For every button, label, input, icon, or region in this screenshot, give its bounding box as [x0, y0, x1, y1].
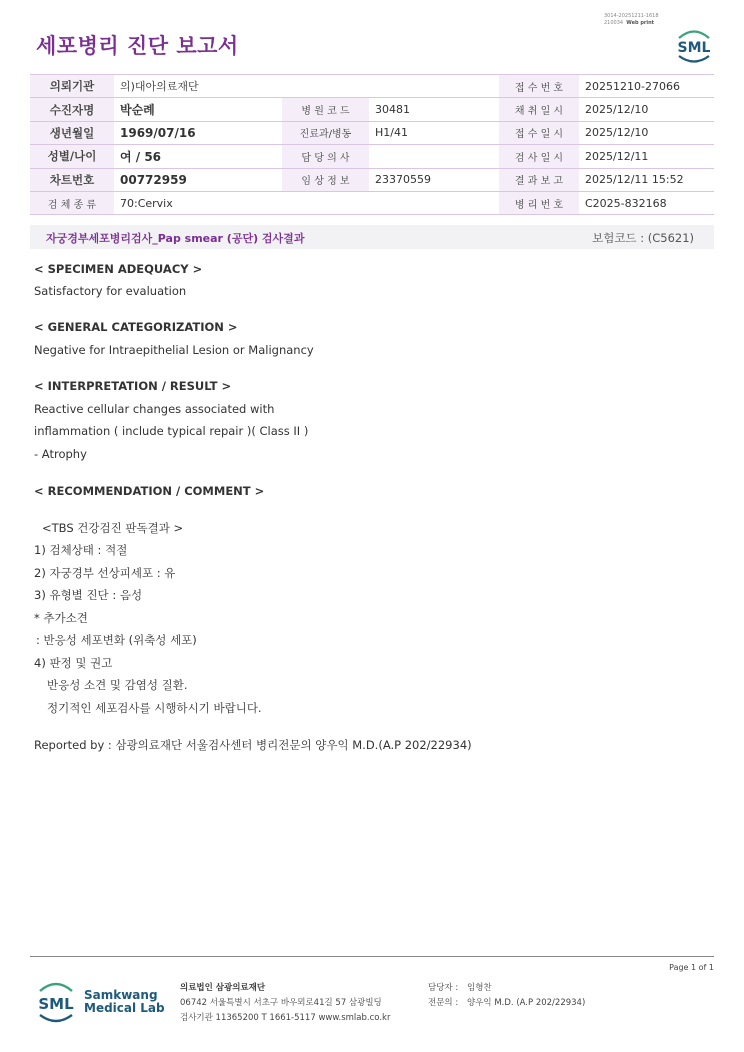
manager-label: 담당자 : [428, 983, 459, 993]
value-physician [369, 145, 499, 168]
body-line: - Atrophy [34, 447, 87, 461]
value-requesting-org: 의)대아의료재단 [120, 80, 199, 94]
label-pathology-no: 병 리 번 호 [499, 191, 579, 214]
table-row [30, 168, 714, 191]
label-clinical-info: 임 상 정 보 [282, 168, 369, 191]
table-row [30, 145, 714, 168]
body-line: Negative for Intraepithelial Lesion or Malignancy [34, 343, 314, 357]
table-row [30, 121, 714, 144]
brand-name: Samkwang Medical Lab [84, 988, 165, 1015]
footer-divider [30, 956, 714, 957]
page-number: Page 1 of 1 [669, 963, 714, 972]
value-test-date: 2025/12/11 [585, 149, 649, 163]
label-physician: 담 당 의 사 [282, 145, 369, 168]
label-hospital-code: 병 원 코 드 [282, 98, 369, 121]
print-code: 3014-20251211-1618 210034 Web print [604, 13, 659, 26]
body-line: 3) 유형별 진단 : 음성 [34, 588, 143, 602]
org-name: 의료법인 삼광의료재단 [180, 983, 266, 993]
sml-logo-icon [673, 27, 715, 65]
section-heading-recommendation: < RECOMMENDATION / COMMENT > [34, 484, 265, 498]
insurance-code: 보험코드 : (C5621) [592, 231, 694, 245]
test-name-banner [30, 225, 714, 249]
patient-info-table [30, 74, 714, 215]
org-contact: 검사기관 11365200 T 1661-5117 www.smlab.co.kr [180, 1013, 391, 1023]
body-line: <TBS 건강검진 판독결과 > [42, 521, 184, 535]
label-requesting-org: 의뢰기관 [30, 75, 114, 98]
page-title: 세포병리 진단 보고서 [36, 34, 239, 58]
label-accession-no: 접 수 번 호 [499, 75, 579, 98]
body-line: : 반응성 세포변화 (위축성 세포) [36, 633, 197, 647]
body-line: inflammation ( include typical repair )( Class II ) [34, 424, 309, 438]
label-collection-date: 채 취 일 시 [499, 98, 579, 121]
value-department: H1/41 [375, 126, 408, 140]
body-line: 반응성 소견 및 감염성 질환. [47, 678, 188, 692]
label-birth-date: 생년월일 [30, 121, 114, 144]
manager-name: 임형찬 [467, 983, 492, 993]
label-specimen-type: 검 체 종 류 [30, 191, 114, 214]
body-line: 정기적인 세포검사를 시행하시기 바랍니다. [47, 701, 262, 715]
specialist-name: 양우익 M.D. (A.P 202/22934) [467, 998, 586, 1008]
value-received-date: 2025/12/10 [585, 126, 649, 140]
table-row [30, 75, 714, 98]
value-hospital-code: 30481 [375, 103, 410, 117]
value-chart-no: 00772959 [120, 172, 187, 187]
org-address: 06742 서울특별시 서초구 바우뫼로41길 57 삼광빌딩 [180, 998, 382, 1008]
value-birth-date: 1969/07/16 [120, 125, 196, 140]
section-heading-specimen-adequacy: < SPECIMEN ADEQUACY > [34, 262, 203, 276]
value-patient-name: 박순례 [120, 103, 155, 118]
body-line: * 추가소견 [34, 611, 88, 625]
label-received-date: 접 수 일 시 [499, 121, 579, 144]
body-line: 2) 자궁경부 선상피세포 : 유 [34, 566, 176, 580]
body-line: Satisfactory for evaluation [34, 284, 187, 298]
label-chart-no: 차트번호 [30, 168, 114, 191]
label-report-date: 결 과 보 고 [499, 168, 579, 191]
body-line: 4) 판정 및 권고 [34, 656, 113, 670]
value-clinical-info: 23370559 [375, 173, 431, 187]
reported-by: Reported by : 삼광의료재단 서울검사센터 병리전문의 양우익 M.D.(A.P 202/22934) [34, 738, 472, 752]
label-test-date: 검 사 일 시 [499, 145, 579, 168]
body-line: Reactive cellular changes associated with [34, 402, 275, 416]
value-specimen-type: 70:Cervix [120, 196, 173, 210]
table-row [30, 191, 714, 214]
label-sex-age: 성별/나이 [30, 145, 114, 168]
value-collection-date: 2025/12/10 [585, 103, 649, 117]
table-row [30, 98, 714, 121]
logo-text: SML [38, 995, 74, 1013]
label-patient-name: 수진자명 [30, 98, 114, 121]
value-report-date: 2025/12/11 15:52 [585, 173, 684, 187]
label-department: 진료과/병동 [282, 121, 369, 144]
value-sex-age: 여 / 56 [120, 149, 162, 164]
value-pathology-no: C2025-832168 [585, 196, 667, 210]
sml-logo-icon [36, 979, 76, 1025]
body-line: 1) 검체상태 : 적절 [34, 543, 128, 557]
value-accession-no: 20251210-27066 [585, 79, 680, 93]
section-heading-interpretation: < INTERPRETATION / RESULT > [34, 379, 232, 393]
section-heading-general-categorization: < GENERAL CATEGORIZATION > [34, 320, 238, 334]
specialist-label: 전문의 : [428, 998, 459, 1008]
logo-text: SML [677, 40, 711, 56]
test-name: 자궁경부세포병리검사_Pap smear (공단) 검사결과 [46, 232, 305, 245]
